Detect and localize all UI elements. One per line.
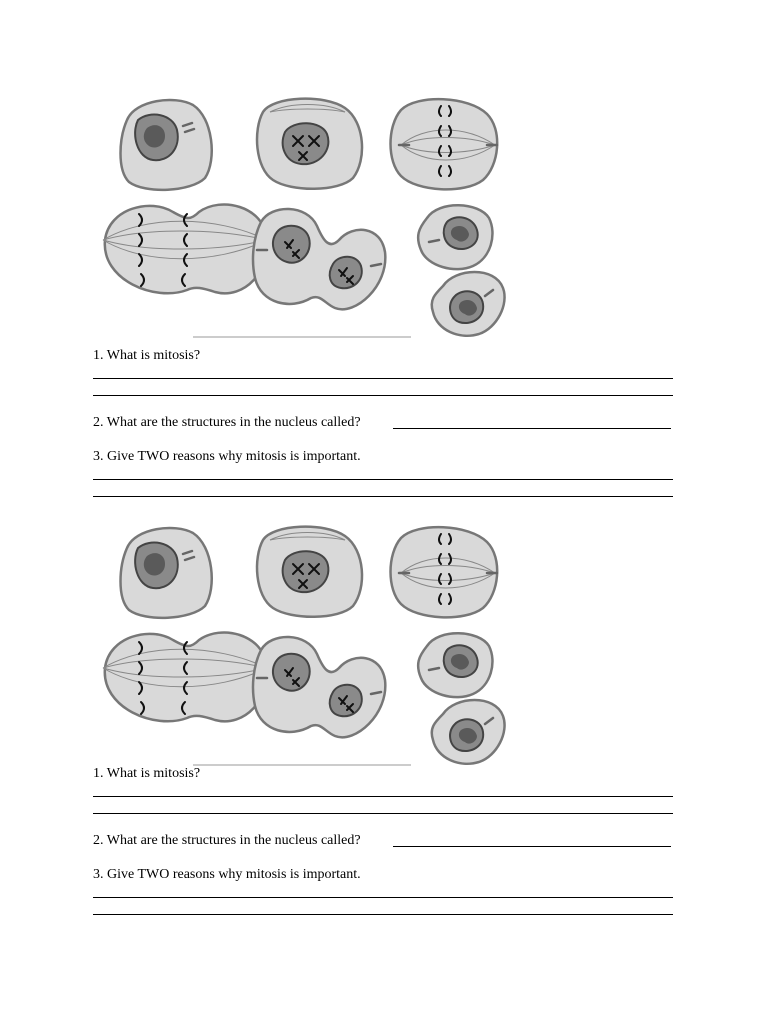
answer-line[interactable] xyxy=(93,479,673,480)
answer-line[interactable] xyxy=(93,796,673,797)
question-3: 3. Give TWO reasons why mitosis is important. xyxy=(93,449,361,464)
question-2: 2. What are the structures in the nucleus called? xyxy=(93,833,361,848)
metaphase-cell xyxy=(391,527,498,617)
anaphase-cell xyxy=(103,632,267,721)
question-2: 2. What are the structures in the nucleus called? xyxy=(93,415,361,430)
question-1: 1. What is mitosis? xyxy=(93,348,201,363)
answer-line[interactable] xyxy=(93,378,673,379)
prophase-cell xyxy=(257,527,362,617)
question-3: 3. Give TWO reasons why mitosis is important. xyxy=(93,867,361,882)
mitosis-diagram xyxy=(95,90,515,340)
anaphase-cell xyxy=(103,204,267,293)
daughter-cells xyxy=(418,633,504,764)
metaphase-cell xyxy=(391,99,498,189)
interphase-cell xyxy=(121,100,212,190)
answer-blank[interactable] xyxy=(393,428,671,429)
answer-line[interactable] xyxy=(93,395,673,396)
interphase-cell xyxy=(121,528,212,618)
answer-line[interactable] xyxy=(93,914,673,915)
telophase-cell xyxy=(253,209,385,309)
prophase-cell xyxy=(257,99,362,189)
answer-line[interactable] xyxy=(93,813,673,814)
answer-line[interactable] xyxy=(93,496,673,497)
telophase-cell xyxy=(253,637,385,737)
question-1: 1. What is mitosis? xyxy=(93,766,201,781)
mitosis-diagram xyxy=(95,518,515,768)
answer-blank[interactable] xyxy=(393,846,671,847)
daughter-cells xyxy=(418,205,504,336)
answer-line[interactable] xyxy=(93,897,673,898)
